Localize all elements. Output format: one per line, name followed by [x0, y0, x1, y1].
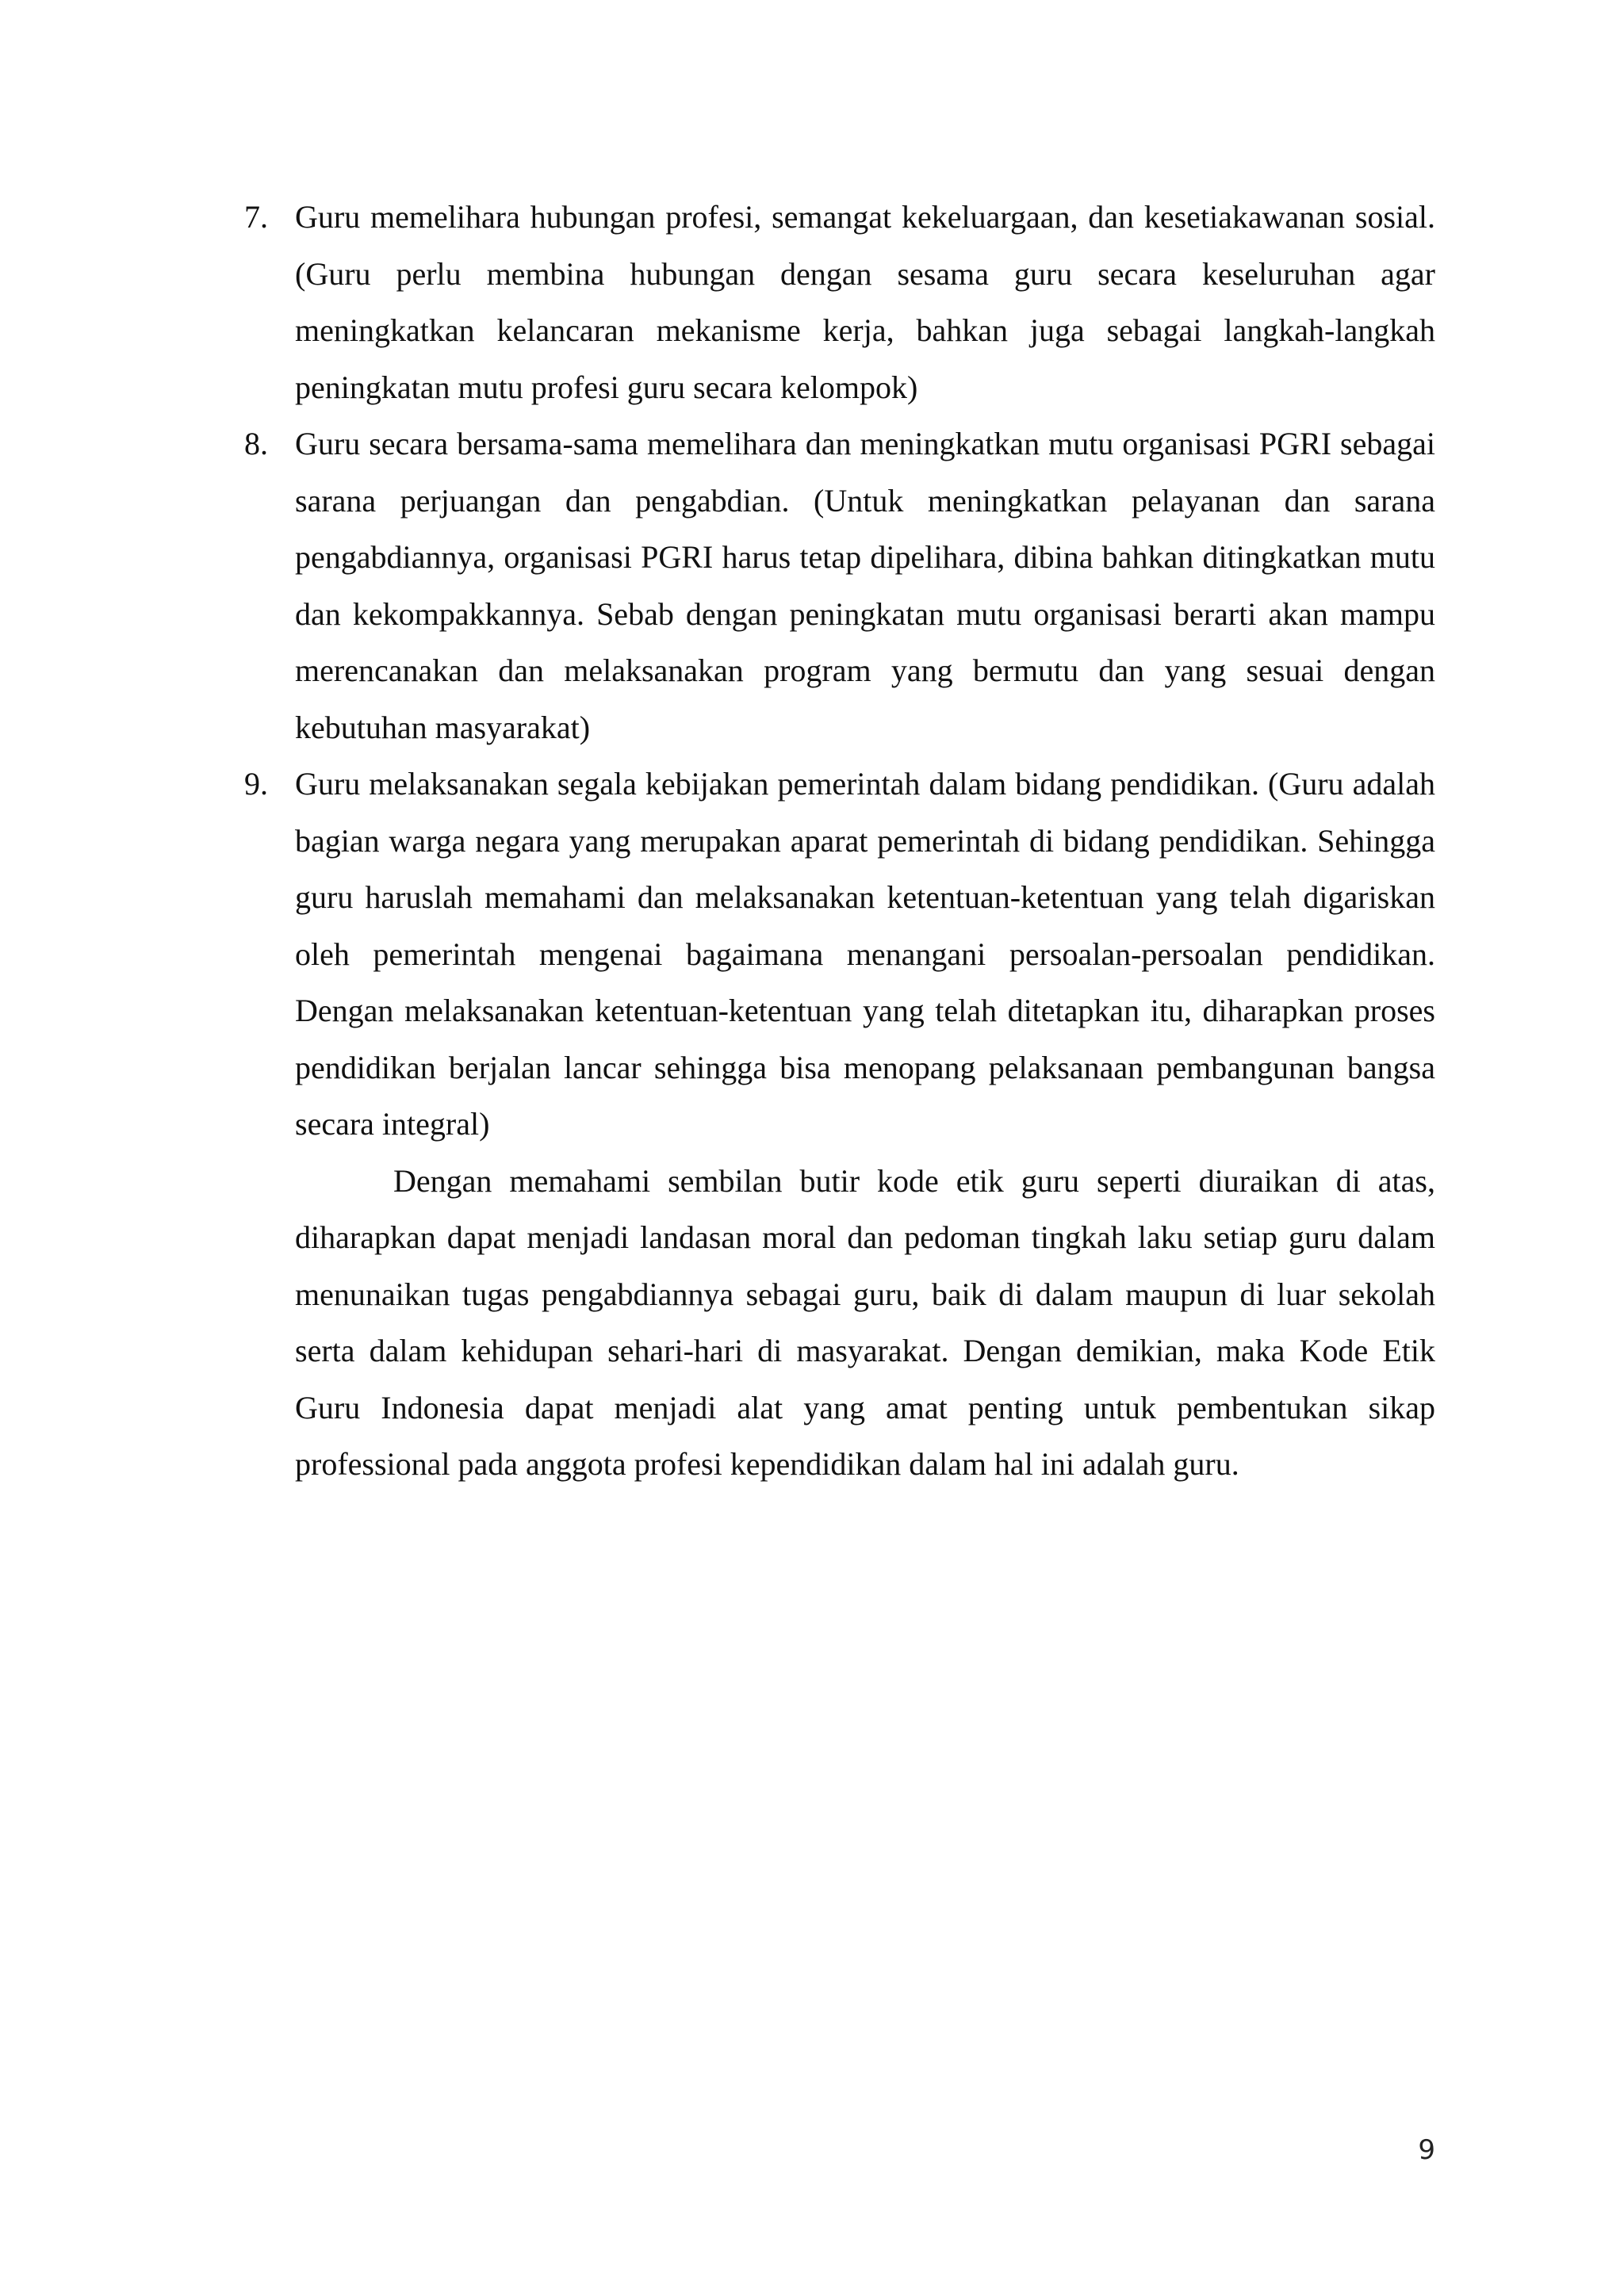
list-item-text: Guru melaksanakan segala kebijakan pemerintah dalam bidang pendidikan. (Guru adalah bagian warga negara yang merupakan aparat pemerintah di bidang pendidikan. Sehingga guru haruslah memahami dan melaksanakan ketentuan-ketentuan yang telah digariskan oleh pemerintah mengenai bagaimana menangani persoalan-persoalan pendidikan. Dengan melaksanakan ketentuan-ketentuan yang telah ditetapkan itu, diharapkan proses pendidikan berjalan lancar sehingga bisa menopang pelaksanaan pembangunan bangsa secara integral) [295, 766, 1435, 1142]
list-item-8 [244, 415, 1435, 756]
page-content [244, 189, 1435, 1493]
page-number: 9 [1418, 2134, 1435, 2166]
list-item-text: Guru memelihara hubungan profesi, semangat kekeluargaan, dan kesetiakawanan sosial. (Guru perlu membina hubungan dengan sesama guru secara keseluruhan agar meningkatkan kelancaran mekanisme kerja, bahkan juga sebagai langkah-langkah peningkatan mutu profesi guru secara kelompok) [295, 199, 1435, 405]
list-item-9 [244, 756, 1435, 1153]
list-item-number: 9. [244, 766, 268, 802]
list-item-number: 8. [244, 426, 268, 461]
code-of-ethics-list [244, 189, 1435, 1153]
list-item-text: Guru secara bersama-sama memelihara dan meningkatkan mutu organisasi PGRI sebagai sarana perjuangan dan pengabdian. (Untuk meningkatkan pelayanan dan sarana pengabdiannya, organisasi PGRI harus tetap dipelihara, dibina bahkan ditingkatkan mutu dan kekompakkannya. Sebab dengan peningkatan mutu organisasi berarti akan mampu merencanakan dan melaksanakan program yang bermutu dan yang sesuai dengan kebutuhan masyarakat) [295, 426, 1435, 745]
list-item-number: 7. [244, 199, 268, 235]
list-item-7 [244, 189, 1435, 415]
closing-paragraph: Dengan memahami sembilan butir kode etik guru seperti diuraikan di atas, diharapkan dapat menjadi landasan moral dan pedoman tingkah laku setiap guru dalam menunaikan tugas pengabdiannya sebagai guru, baik di dalam maupun di luar sekolah serta dalam kehidupan sehari-hari di masyarakat. Dengan demikian, maka Kode Etik Guru Indonesia dapat menjadi alat yang amat penting untuk pembentukan sikap professional pada anggota profesi kependidikan dalam hal ini adalah guru. [295, 1162, 1435, 1482]
